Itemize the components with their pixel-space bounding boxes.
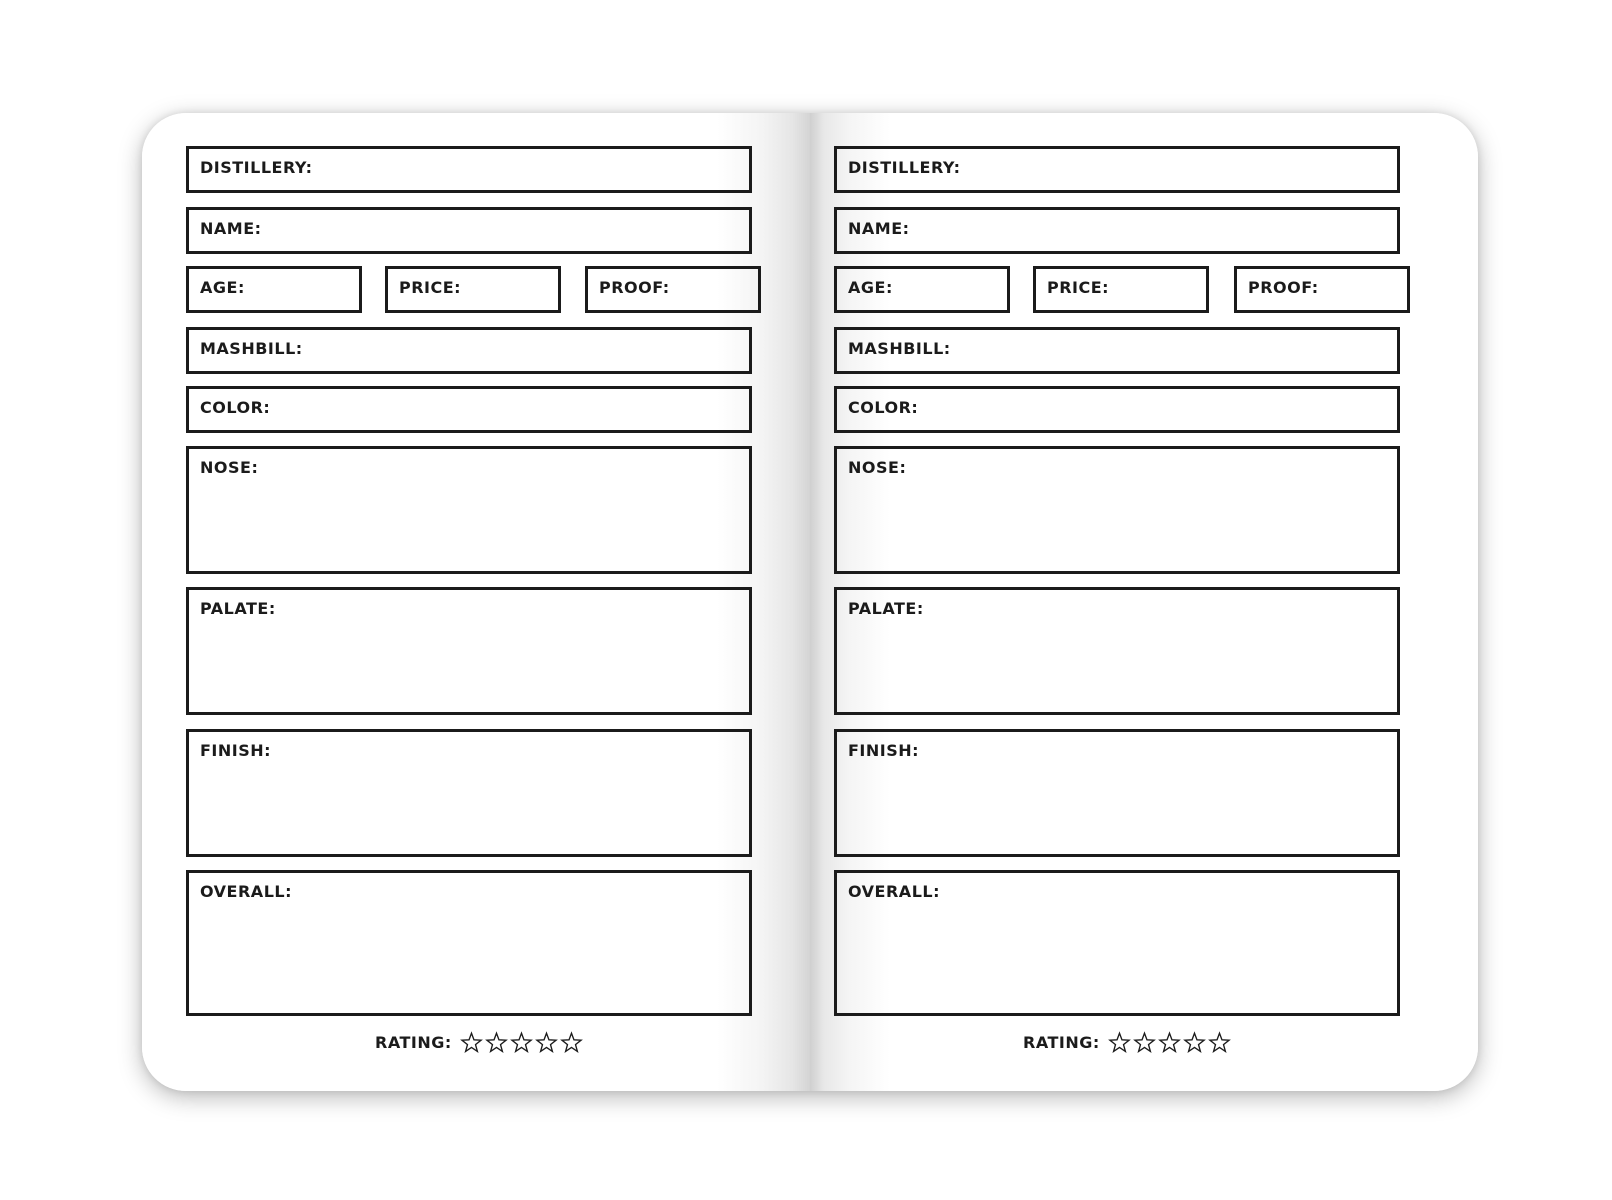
star-outline-icon[interactable] — [1108, 1031, 1131, 1054]
star-outline-icon[interactable] — [535, 1031, 558, 1054]
price-label: PRICE: — [1047, 278, 1110, 297]
star-outline-icon[interactable] — [1183, 1031, 1206, 1054]
nose-label: NOSE: — [848, 458, 907, 477]
finish-field[interactable] — [186, 729, 752, 857]
star-outline-icon[interactable] — [1133, 1031, 1156, 1054]
proof-field[interactable] — [1234, 266, 1410, 313]
open-notebook — [142, 113, 1478, 1091]
finish-label: FINISH: — [848, 741, 920, 760]
name-label: NAME: — [848, 219, 910, 238]
name-field[interactable] — [834, 207, 1400, 254]
left-page — [142, 113, 810, 1091]
price-field[interactable] — [385, 266, 561, 313]
star-outline-icon[interactable] — [560, 1031, 583, 1054]
name-label: NAME: — [200, 219, 262, 238]
color-label: COLOR: — [200, 398, 271, 417]
proof-label: PROOF: — [1248, 278, 1319, 297]
color-field[interactable] — [186, 386, 752, 433]
nose-field[interactable] — [834, 446, 1400, 574]
palate-field[interactable] — [834, 587, 1400, 715]
name-field[interactable] — [186, 207, 752, 254]
star-outline-icon[interactable] — [1208, 1031, 1231, 1054]
right-page — [810, 113, 1478, 1091]
age-field[interactable] — [186, 266, 362, 313]
price-field[interactable] — [1033, 266, 1209, 313]
rating-stars — [1108, 1031, 1231, 1054]
distillery-label: DISTILLERY: — [848, 158, 961, 177]
age-field[interactable] — [834, 266, 1010, 313]
palate-label: PALATE: — [848, 599, 924, 618]
proof-label: PROOF: — [599, 278, 670, 297]
star-outline-icon[interactable] — [1158, 1031, 1181, 1054]
price-label: PRICE: — [399, 278, 462, 297]
proof-field[interactable] — [585, 266, 761, 313]
rating-label: RATING: — [375, 1032, 452, 1052]
rating-stars — [460, 1031, 583, 1054]
rating-row — [1023, 1028, 1231, 1056]
mashbill-label: MASHBILL: — [848, 339, 951, 358]
color-label: COLOR: — [848, 398, 919, 417]
rating-label: RATING: — [1023, 1032, 1100, 1052]
nose-label: NOSE: — [200, 458, 259, 477]
finish-field[interactable] — [834, 729, 1400, 857]
mashbill-label: MASHBILL: — [200, 339, 303, 358]
overall-label: OVERALL: — [848, 882, 940, 901]
overall-field[interactable] — [186, 870, 752, 1016]
mashbill-field[interactable] — [834, 327, 1400, 374]
age-label: AGE: — [848, 278, 893, 297]
palate-field[interactable] — [186, 587, 752, 715]
overall-field[interactable] — [834, 870, 1400, 1016]
finish-label: FINISH: — [200, 741, 272, 760]
distillery-field[interactable] — [186, 146, 752, 193]
star-outline-icon[interactable] — [510, 1031, 533, 1054]
distillery-field[interactable] — [834, 146, 1400, 193]
star-outline-icon[interactable] — [485, 1031, 508, 1054]
star-outline-icon[interactable] — [460, 1031, 483, 1054]
nose-field[interactable] — [186, 446, 752, 574]
distillery-label: DISTILLERY: — [200, 158, 313, 177]
mashbill-field[interactable] — [186, 327, 752, 374]
overall-label: OVERALL: — [200, 882, 292, 901]
age-label: AGE: — [200, 278, 245, 297]
rating-row — [375, 1028, 583, 1056]
palate-label: PALATE: — [200, 599, 276, 618]
color-field[interactable] — [834, 386, 1400, 433]
